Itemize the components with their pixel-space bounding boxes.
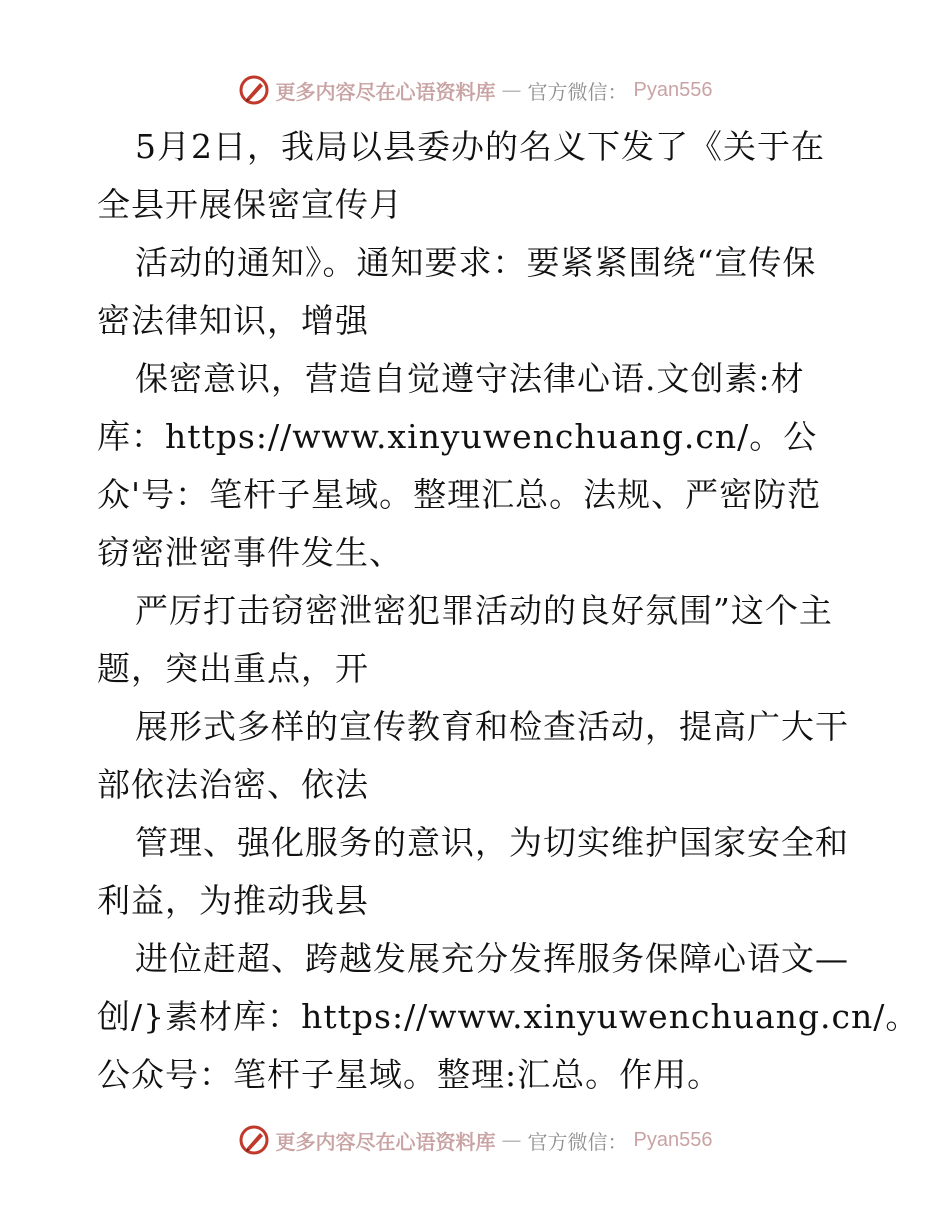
text-line: 部依法治密、依法: [97, 765, 369, 804]
watermark-wechat-label: 官方微信：: [527, 1129, 628, 1154]
text-line: 窃密泄密事件发生、: [97, 533, 403, 572]
pen-logo-icon: [238, 74, 270, 106]
watermark-main-text: 更多内容尽在心语资料库: [275, 79, 496, 104]
text-line: 密法律知识，增强: [97, 301, 369, 340]
pen-logo-icon: [238, 1124, 270, 1156]
text-line: 库：https://www.xinyuwenchuang.cn/。公: [97, 417, 818, 456]
text-line: 题，突出重点，开: [97, 649, 369, 688]
text-line: 展形式多样的宣传教育和检查活动，提高广大干: [135, 707, 849, 746]
watermark-wechat-id: Pyan556: [633, 78, 713, 101]
text-line: 众'号：笔杆子星域。整理汇总。法规、严密防范: [97, 475, 822, 514]
watermark-wechat-label: 官方微信：: [527, 79, 628, 104]
text-line: 利益，为推动我县: [97, 881, 369, 920]
text-line: 公众号：笔杆子星域。整理:汇总。作用。: [97, 1055, 722, 1094]
text-line: 保密意识，营造自觉遵守法律心语.文创素:材: [135, 359, 805, 398]
text-line: 5月2日，我局以县委办的名义下发了《关于在: [135, 127, 825, 166]
text-line: 活动的通知》。通知要求：要紧紧围绕“宣传保: [135, 243, 817, 282]
watermark-separator: —: [501, 1128, 522, 1152]
document-body: [97, 118, 920, 1104]
text-line: 严厉打击窃密泄密犯罪活动的良好氛围”这个主: [135, 591, 833, 630]
text-line: 创/}素材库：https://www.xinyuwenchuang.cn/。: [97, 997, 920, 1036]
watermark-main-text: 更多内容尽在心语资料库: [275, 1129, 496, 1154]
watermark-separator: —: [501, 78, 522, 102]
text-line: 全县开展保密宣传月: [97, 185, 403, 224]
text-line: 管理、强化服务的意识，为切实维护国家安全和: [135, 823, 849, 862]
watermark-wechat-id: Pyan556: [633, 1128, 713, 1151]
footer-watermark: [0, 1120, 950, 1160]
header-watermark: [0, 70, 950, 110]
text-line: 进位赶超、跨越发展充分发挥服务保障心语文—: [135, 939, 849, 978]
